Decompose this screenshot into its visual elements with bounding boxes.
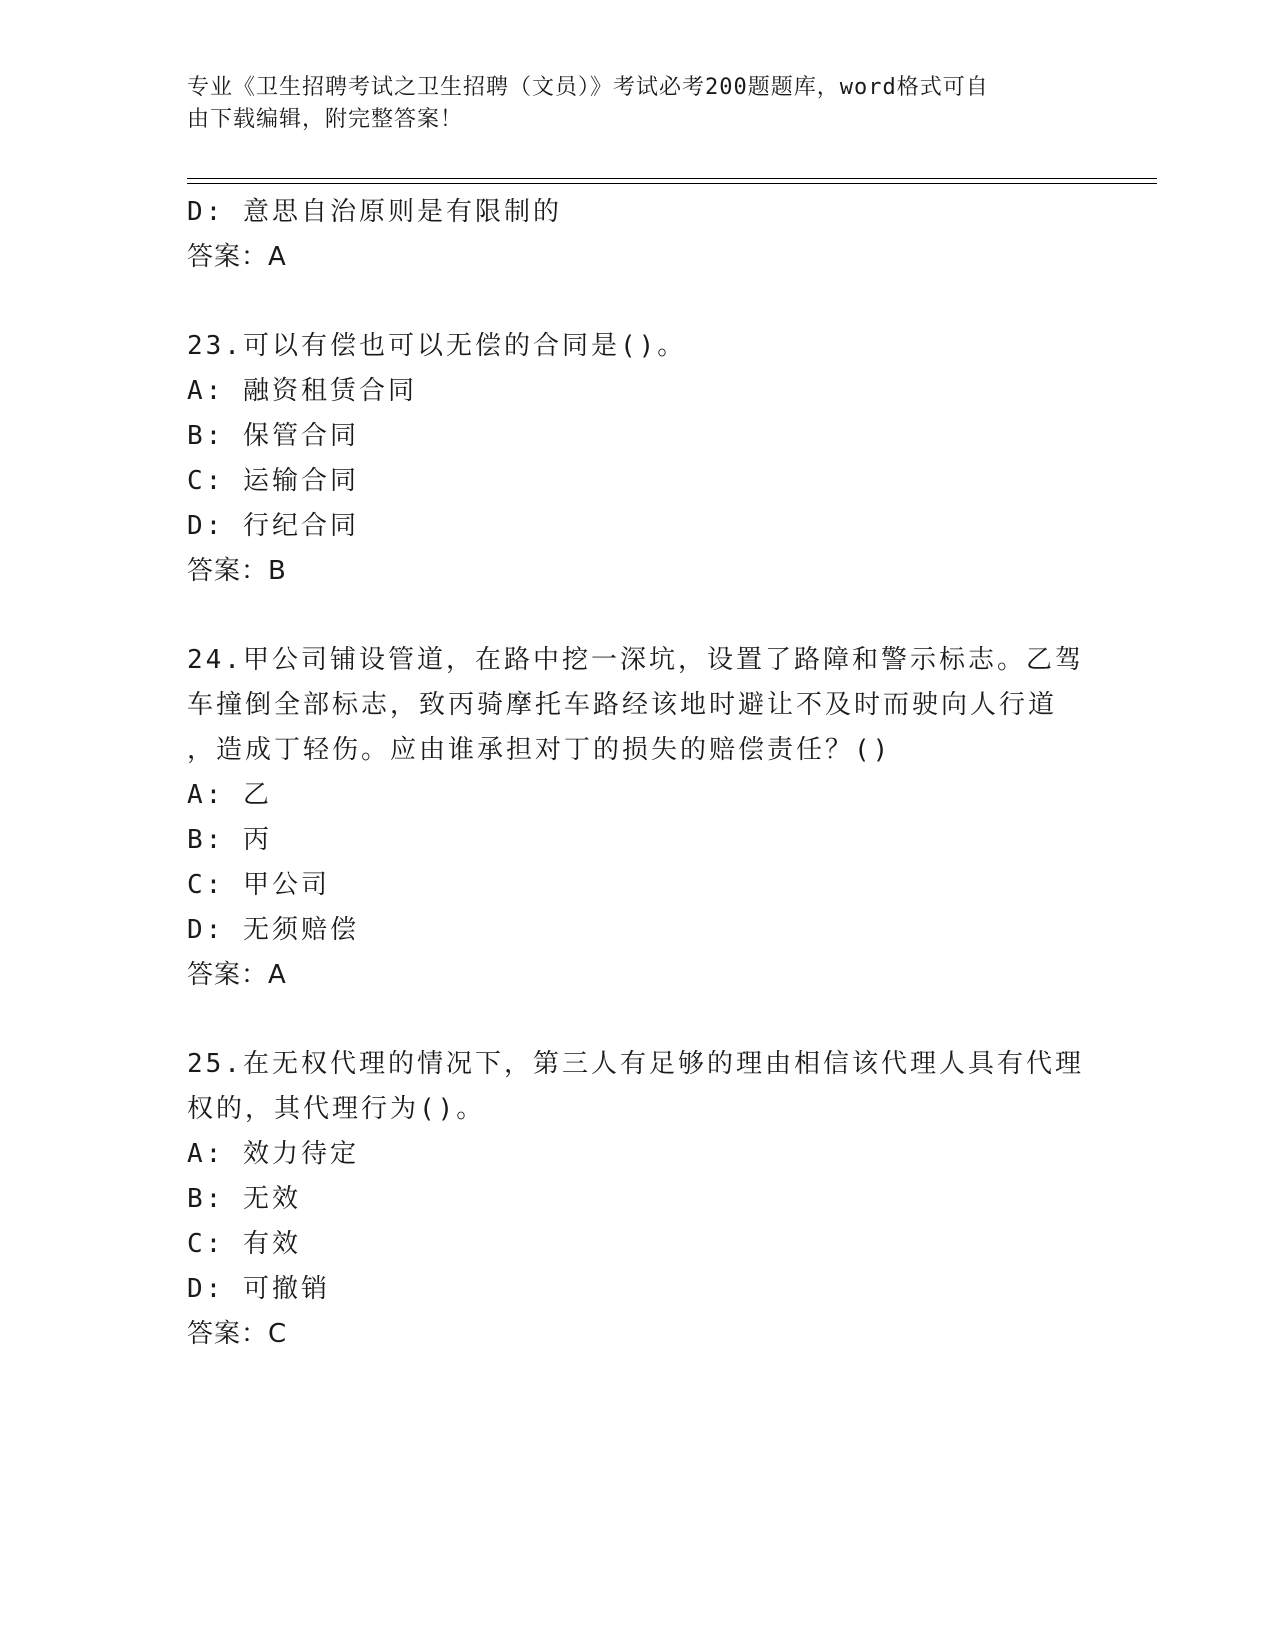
q25-stem — [187, 1042, 1084, 1132]
q23-option-c: C: 运输合同 — [187, 466, 359, 496]
prev-answer: 答案：A — [187, 242, 287, 272]
prev-option-d: D: 意思自治原则是有限制的 — [187, 197, 562, 227]
q25-option-b: B: 无效 — [187, 1184, 301, 1214]
q24-option-d: D: 无须赔偿 — [187, 915, 359, 945]
q24-stem-line-3: ，造成丁轻伤。应由谁承担对丁的损失的赔偿责任？() — [187, 735, 892, 765]
header-rule-bottom — [187, 183, 1157, 184]
q24-option-b: B: 丙 — [187, 825, 272, 855]
header-line-1: 专业《卫生招聘考试之卫生招聘（文员）》考试必考200题题库，word格式可自 — [187, 75, 989, 100]
q25-answer: 答案：C — [187, 1319, 288, 1349]
q25-stem-line-1: 25.在无权代理的情况下，第三人有足够的理由相信该代理人具有代理 — [187, 1049, 1084, 1079]
q24-option-a: A: 乙 — [187, 780, 272, 810]
page-header — [187, 72, 1057, 136]
q24-option-c: C: 甲公司 — [187, 870, 330, 900]
q23-option-a: A: 融资租赁合同 — [187, 376, 417, 406]
q23-option-d: D: 行纪合同 — [187, 511, 359, 541]
q23-answer: 答案：B — [187, 556, 287, 586]
header-line-2: 由下载编辑，附完整答案！ — [187, 107, 464, 132]
q23-option-b: B: 保管合同 — [187, 421, 359, 451]
q25-option-d: D: 可撤销 — [187, 1274, 330, 1304]
question-list — [187, 190, 1087, 1357]
q24-stem-line-2: 车撞倒全部标志，致丙骑摩托车路经该地时避让不及时而驶向人行道 — [187, 690, 1058, 720]
q25-option-a: A: 效力待定 — [187, 1139, 359, 1169]
q24-stem — [187, 638, 1084, 773]
q24-answer: 答案：A — [187, 960, 287, 990]
q25-option-c: C: 有效 — [187, 1229, 301, 1259]
header-rule-top — [187, 178, 1157, 179]
q23-stem: 23.可以有偿也可以无偿的合同是()。 — [187, 331, 687, 361]
q25-stem-line-2: 权的，其代理行为()。 — [187, 1094, 486, 1124]
q24-stem-line-1: 24.甲公司铺设管道，在路中挖一深坑，设置了路障和警示标志。乙驾 — [187, 645, 1084, 675]
